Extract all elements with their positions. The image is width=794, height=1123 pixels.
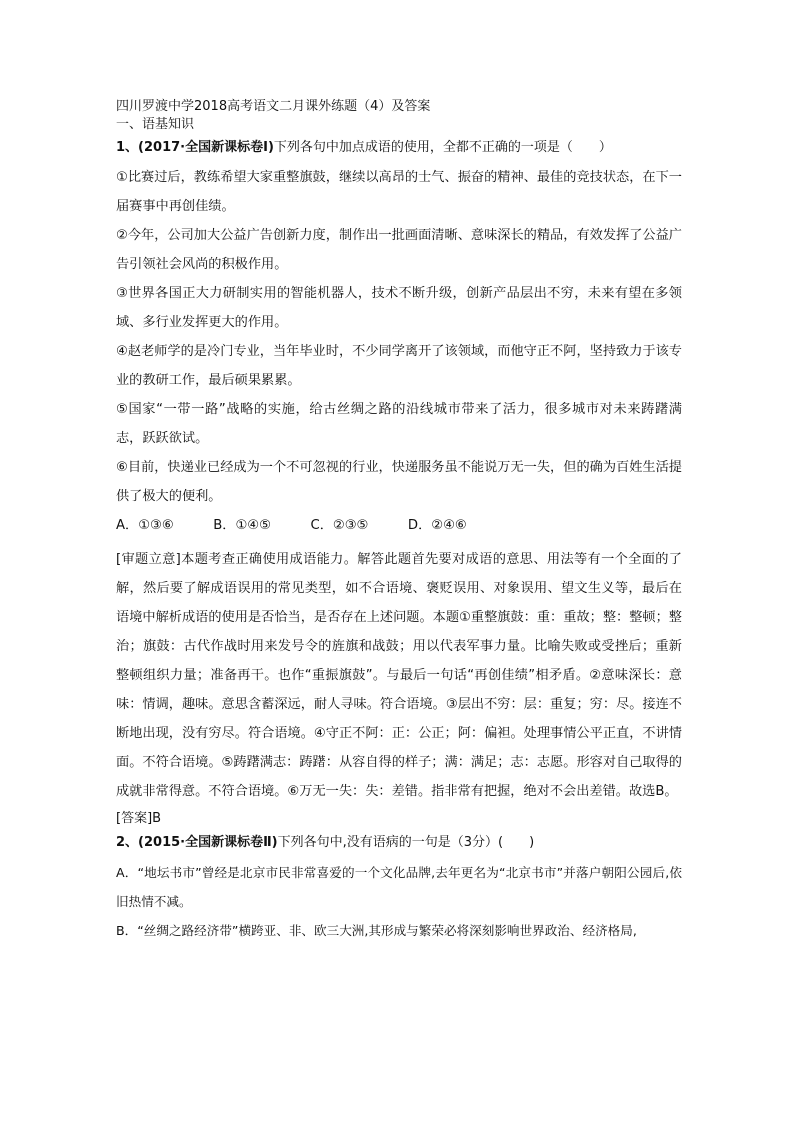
- question-1-header: [116, 139, 682, 157]
- question-1-number: 1、: [116, 140, 139, 155]
- question-1-stem: 下列各句中加点成语的使用，全都不正确的一项是（ ）: [273, 140, 612, 155]
- question-1-item-2: ②今年，公司加大公益广告创新力度，制作出一批画面清晰、意味深长的精品，有效发挥了公益广告引领社会风尚的积极作用。: [116, 228, 682, 272]
- section-heading: 一、语基知识: [116, 117, 195, 132]
- question-1-item-6: ⑥目前，快递业已经成为一个不可忽视的行业，快递服务虽不能说万无一失，但的确为百姓生活提供了极大的便利。: [116, 460, 682, 504]
- question-1-source: (2017·全国新课标卷Ⅰ): [138, 140, 274, 155]
- question-1-analysis: [审题立意]本题考查正确使用成语能力。解答此题首先要对成语的意思、用法等有一个全面的了解，然后要了解成语误用的常见类型，如不合语境、褒贬误用、对象误用、望文生义等，最后在语境中解析成语的使用是否恰当，是否存在上述问题。本题①重整旗鼓：重：重故；整：整顿；整治；旗鼓：古代作战时用来发号令的旌旗和战鼓；用以代表军事力量。比喻失败或受挫后；重新整顿组织力量；准备再干。也作“重振旗鼓”。与最后一句话“再创佳绩”相矛盾。②意味深长：意味：情调，趣味。意思含蓄深远，耐人寻味。符合语境。③层出不穷：层：重复；穷：尽。接连不断地出现，没有穷尽。符合语境。④守正不阿：正：公正；阿：偏袒。处理事情公平正直，不讲情面。不符合语境。⑤踌躇满志：踌躇：从容自得的样子；满：满足；志：志愿。形容对自己取得的成就非常得意。不符合语境。⑥万无一失：失：差错。指非常有把握，绝对不会出差错。故选B。: [116, 552, 682, 799]
- question-1-options: A．①③⑥ B．①④⑤ C．②③⑤ D．②④⑥: [116, 518, 467, 533]
- document-title: 四川罗渡中学2018高考语文二月课外练题（4）及答案: [116, 99, 431, 114]
- question-2-option-a: A．“地坛书市”曾经是北京市民非常喜爱的一个文化品牌,去年更名为“北京书市”并落户朝阳公园后,依旧热情不减。: [116, 865, 682, 909]
- question-1-answer: [答案]B: [116, 811, 162, 826]
- question-2-source: (2015·全国新课标卷Ⅱ): [138, 835, 278, 850]
- question-1-item-1: ①比赛过后，教练希望大家重整旗鼓，继续以高昂的士气、振奋的精神、最佳的竞技状态，在下一届赛事中再创佳绩。: [116, 170, 682, 214]
- document-content: [116, 98, 682, 945]
- question-1-item-3: ③世界各国正大力研制实用的智能机器人，技术不断升级，创新产品层出不穷，未来有望在多领域、多行业发挥更大的作用。: [116, 286, 682, 330]
- question-1-item-4: ④赵老师学的是冷门专业，当年毕业时，不少同学离开了该领域，而他守正不阿，坚持致力于该专业的教研工作，最后硕果累累。: [116, 344, 682, 388]
- question-2-number: 2、: [116, 835, 139, 850]
- question-1-item-5: ⑤国家“一带一路”战略的实施，给古丝绸之路的沿线城市带来了活力，很多城市对未来踌躇满志，跃跃欲试。: [116, 402, 682, 446]
- question-2-header: [116, 834, 682, 852]
- question-2-option-b: B．“丝绸之路经济带”横跨亚、非、欧三大洲,其形成与繁荣必将深刻影响世界政治、经济格局,: [116, 923, 637, 938]
- question-2-stem: 下列各句中,没有语病的一句是（3分）( ): [277, 835, 535, 850]
